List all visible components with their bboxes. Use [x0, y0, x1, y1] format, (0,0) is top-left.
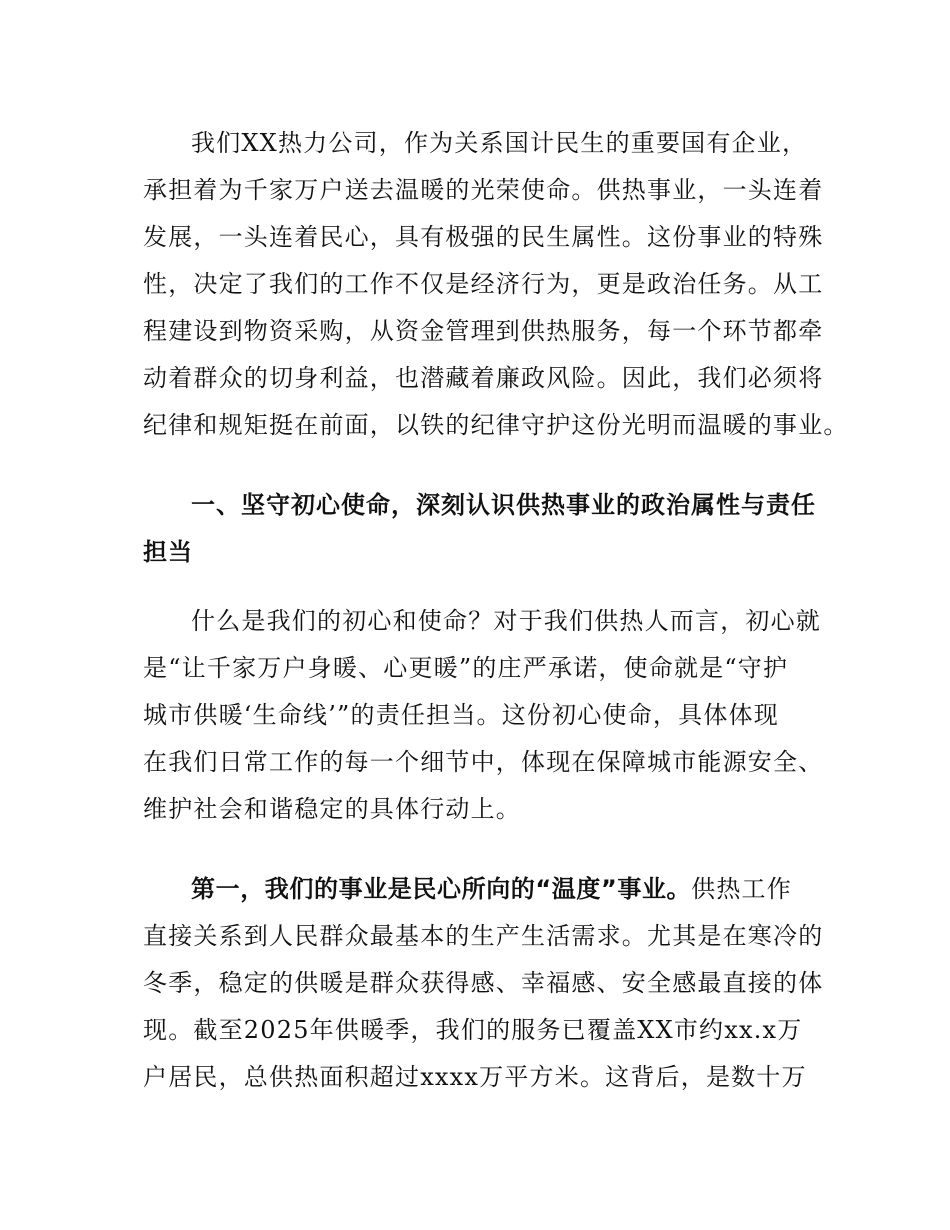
paragraph-line: 维护社会和谐稳定的具体行动上。	[143, 795, 521, 823]
paragraph-line: 我们XX热力公司，作为关系国计民生的重要国有企业，	[191, 129, 808, 157]
section-heading: 担当	[143, 538, 193, 566]
paragraph-line: 性，决定了我们的工作不仅是经济行为，更是政治任务。从工	[143, 270, 824, 298]
paragraph-line: 在我们日常工作的每一个细节中，体现在保障城市能源安全、	[143, 748, 824, 776]
paragraph-line: 城市供暖‘生命线’”的责任担当。这份初心使命，具体体现	[143, 701, 779, 729]
paragraph-line: 动着群众的切身利益，也潜藏着廉政风险。因此，我们必须将	[143, 364, 824, 392]
paragraph-line: 发展，一头连着民心，具有极强的民生属性。这份事业的特殊	[143, 223, 824, 251]
paragraph-line: 冬季，稳定的供暖是群众获得感、幸福感、安全感最直接的体	[143, 969, 824, 997]
section-heading: 一、坚守初心使命，深刻认识供热事业的政治属性与责任	[191, 491, 816, 519]
paragraph-line	[191, 874, 881, 904]
paragraph-lead: 第一，我们的事业是民心所向的“温度”事业。	[191, 875, 692, 903]
paragraph-line: 是“让千家万户身暖、心更暖”的庄严承诺，使命就是“守护	[143, 654, 789, 682]
paragraph-line: 什么是我们的初心和使命？对于我们供热人而言，初心就	[191, 607, 821, 635]
paragraph-line: 现。截至2025年供暖季，我们的服务已覆盖XX市约xx.x万	[143, 1016, 803, 1044]
paragraph-line: 户居民，总供热面积超过xxxx万平方米。这背后，是数十万	[143, 1063, 807, 1091]
paragraph-line: 程建设到物资采购，从资金管理到供热服务，每一个环节都牵	[143, 317, 824, 345]
paragraph-text: 供热工作	[691, 875, 792, 903]
paragraph-line: 承担着为千家万户送去温暖的光荣使命。供热事业，一头连着	[143, 176, 824, 204]
paragraph-line: 纪律和规矩挺在前面，以铁的纪律守护这份光明而温暖的事业。	[143, 411, 849, 439]
paragraph-line: 直接关系到人民群众最基本的生产生活需求。尤其是在寒冷的	[143, 922, 824, 950]
